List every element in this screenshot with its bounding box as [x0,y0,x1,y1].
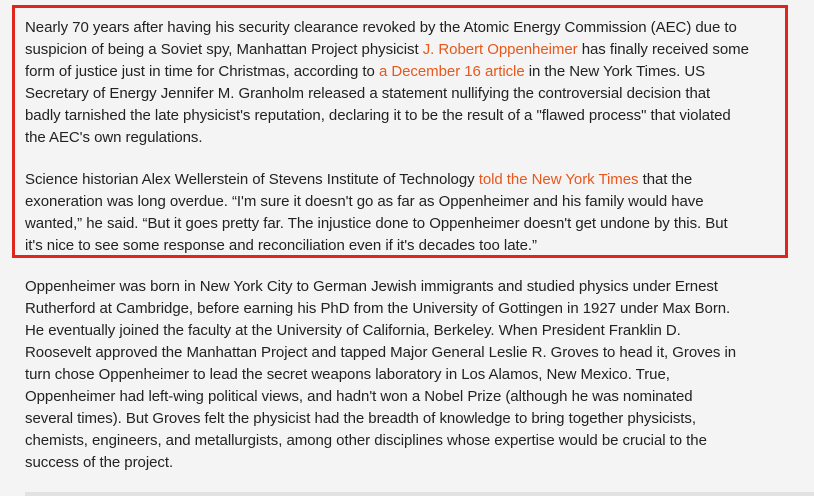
text-segment: Rutherford at Cambridge, before earning his PhD from the University of Gottingen in 1927 under Max Born. [25,300,731,317]
text-line [25,276,795,298]
text-line [25,452,795,474]
text-line [25,235,795,257]
paragraph-3 [25,276,795,474]
text-segment: it's nice to see some response and reconciliation even if it's decades too late.” [25,237,537,254]
text-line [25,320,795,342]
told-nyt-link[interactable]: told the New York Times [478,171,639,188]
text-line [25,61,795,83]
text-line [25,213,795,235]
text-segment: wanted,” he said. “But it goes pretty far. The injustice done to Oppenheimer doesn't get undone by this. But [25,215,728,232]
december-16-article-link[interactable]: a December 16 article [378,63,525,80]
text-line [25,430,795,452]
paragraph-1 [25,17,795,149]
text-segment: badly tarnished the late physicist's reputation, declaring it to be the result of a "flawed process" that violated [25,107,731,124]
text-segment: exoneration was long overdue. “I'm sure it doesn't go as far as Oppenheimer and his family would have [25,193,704,210]
text-segment: turn chose Oppenheimer to lead the secret weapons laboratory in Los Alamos, New Mexico. True, [25,366,670,383]
text-line [25,386,795,408]
text-segment: the AEC's own regulations. [25,129,203,146]
text-line [25,169,795,191]
text-segment: chemists, engineers, and metallurgists, among other disciplines whose expertise would be crucial to the [25,432,707,449]
text-line [25,191,795,213]
text-segment: Science historian Alex Wellerstein of Stevens Institute of Technology [25,171,479,188]
text-segment: form of justice just in time for Christmas, according to [25,63,379,80]
text-segment: that the [638,171,693,188]
text-segment: Nearly 70 years after having his security clearance revoked by the Atomic Energy Commission (AEC) due to [25,19,737,36]
text-line [25,83,795,105]
bottom-divider [25,492,814,496]
text-segment: in the New York Times. US [524,63,706,80]
text-segment: He eventually joined the faculty at the University of California, Berkeley. When President Franklin D. [25,322,681,339]
text-segment: has finally received some [577,41,749,58]
oppenheimer-link[interactable]: J. Robert Oppenheimer [422,41,578,58]
text-line [25,105,795,127]
text-line [25,342,795,364]
text-segment: several times). But Groves felt the physicist had the breadth of knowledge to bring together physicists, [25,410,696,427]
text-line [25,298,795,320]
text-segment: Oppenheimer had left-wing political views, and hadn't won a Nobel Prize (although he was nominated [25,388,693,405]
text-line [25,408,795,430]
text-line [25,17,795,39]
paragraph-2 [25,169,795,257]
text-segment: suspicion of being a Soviet spy, Manhattan Project physicist [25,41,423,58]
text-line [25,364,795,386]
text-segment: success of the project. [25,454,174,471]
text-line [25,127,795,149]
text-segment: Secretary of Energy Jennifer M. Granholm released a statement nullifying the controversial decision that [25,85,711,102]
text-segment: Roosevelt approved the Manhattan Project and tapped Major General Leslie R. Groves to head it, Groves in [25,344,737,361]
text-segment: Oppenheimer was born in New York City to German Jewish immigrants and studied physics under Ernest [25,278,718,295]
text-line [25,39,795,61]
